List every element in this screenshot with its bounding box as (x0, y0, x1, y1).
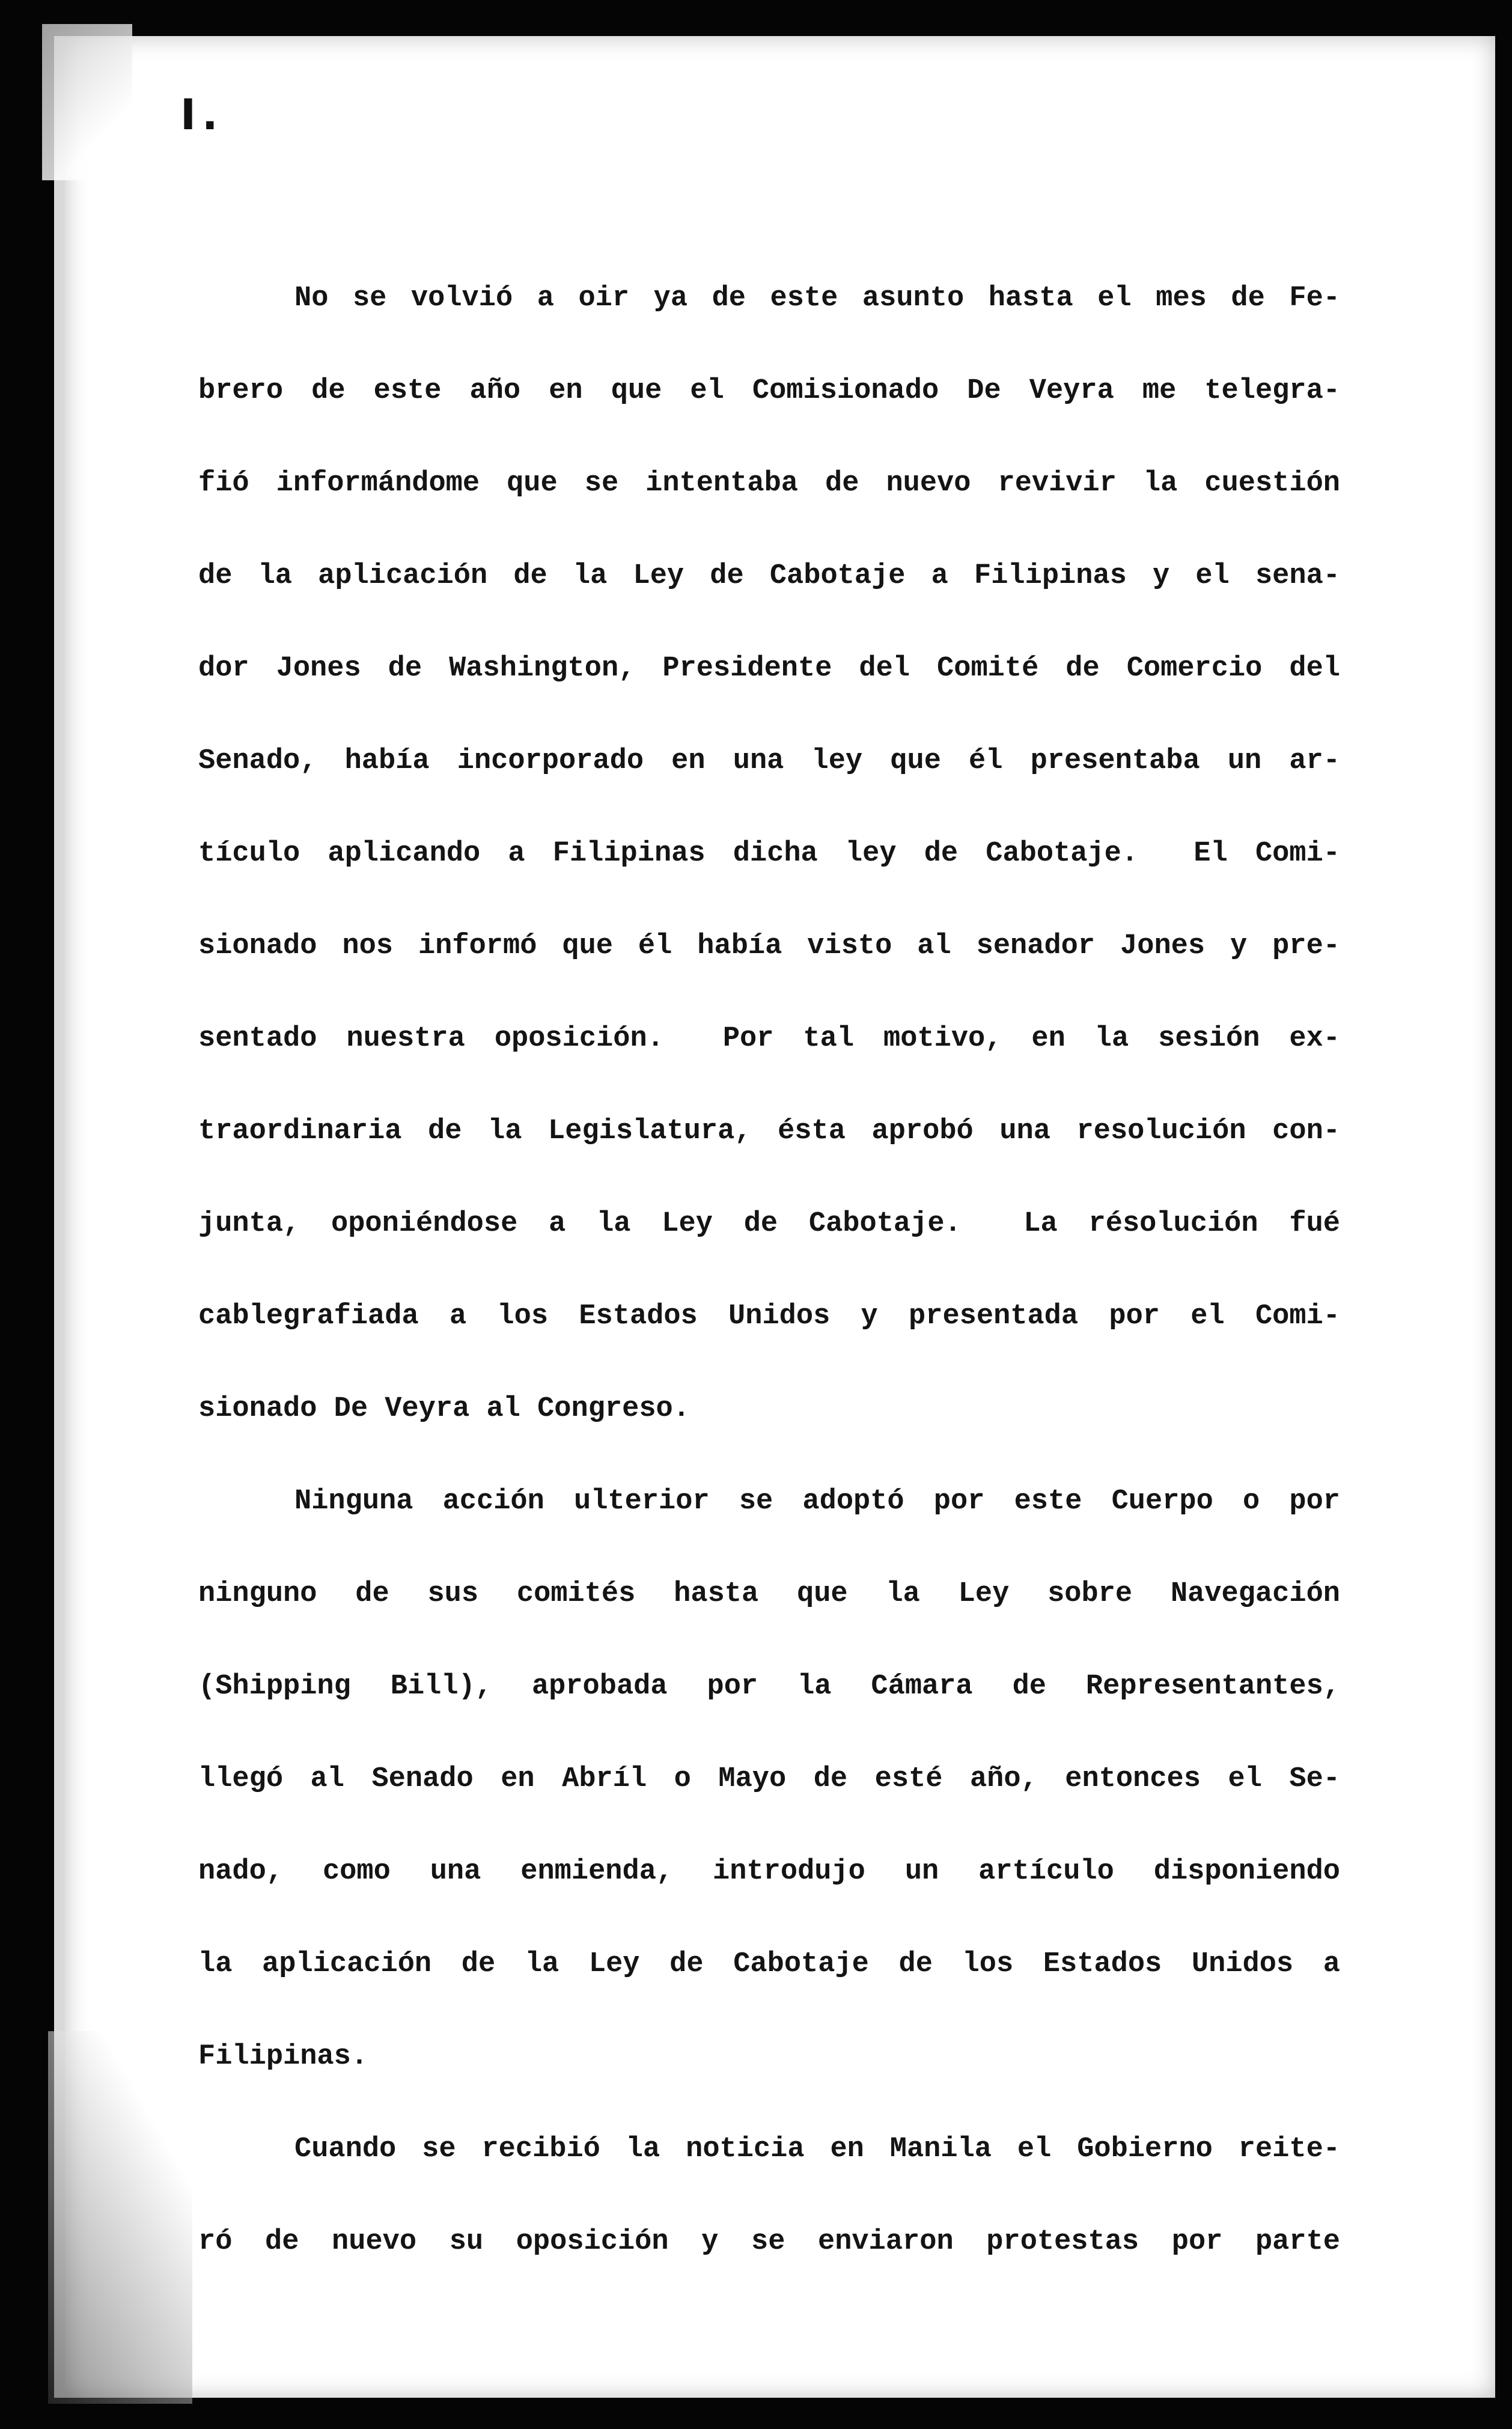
text-line: dor Jones de Washington, Presidente del Comité de Comercio del (198, 653, 1340, 684)
text-line: Cuando se recibió la noticia en Manila el Gobierno reite- (294, 2133, 1340, 2165)
text-line: fió informándome que se intentaba de nuevo revivir la cuestión (198, 468, 1340, 499)
text-line: brero de este año en que el Comisionado De Veyra me telegra- (198, 375, 1340, 407)
text-line: tículo aplicando a Filipinas dicha ley de Cabotaje. El Comi- (198, 838, 1340, 870)
text-line: junta, oponiéndose a la Ley de Cabotaje. La résolución fué (198, 1208, 1340, 1240)
text-line: sionado De Veyra al Congreso. (198, 1393, 690, 1425)
text-line: ró de nuevo su oposición y se enviaron protestas por parte (198, 2226, 1340, 2258)
paragraph-1 (198, 252, 1340, 1455)
page-mark: I. (180, 90, 224, 139)
text-line: cablegrafiada a los Estados Unidos y presentada por el Comi- (198, 1300, 1340, 1332)
text-line: traordinaria de la Legislatura, ésta aprobó una resolución con- (198, 1115, 1340, 1147)
page-curl-bottom (48, 2031, 192, 2404)
paragraph-3 (198, 2103, 1340, 2288)
text-line: Ninguna acción ulterior se adoptó por este Cuerpo o por (294, 1486, 1340, 1517)
text-line: Senado, había incorporado en una ley que él presentaba un ar- (198, 745, 1340, 777)
page-curl-top (42, 24, 132, 180)
text-line: No se volvió a oir ya de este asunto hasta el mes de Fe- (294, 282, 1340, 314)
document-body (198, 252, 1340, 2288)
paragraph-2 (198, 1455, 1340, 2103)
text-line: ninguno de sus comités hasta que la Ley sobre Navegación (198, 1578, 1340, 1610)
text-line: (Shipping Bill), aprobada por la Cámara de Representantes, (198, 1671, 1340, 1702)
text-line: la aplicación de la Ley de Cabotaje de los Estados Unidos a (198, 1948, 1340, 1980)
text-line: de la aplicación de la Ley de Cabotaje a Filipinas y el sena- (198, 560, 1340, 592)
text-line: Filipinas. (198, 2041, 368, 2073)
text-line: sentado nuestra oposición. Por tal motivo, en la sesión ex- (198, 1023, 1340, 1055)
text-line: sionado nos informó que él había visto al senador Jones y pre- (198, 930, 1340, 962)
text-line: llegó al Senado en Abríl o Mayo de esté año, entonces el Se- (198, 1763, 1340, 1795)
text-line: nado, como una enmienda, introdujo un artículo disponiendo (198, 1856, 1340, 1888)
